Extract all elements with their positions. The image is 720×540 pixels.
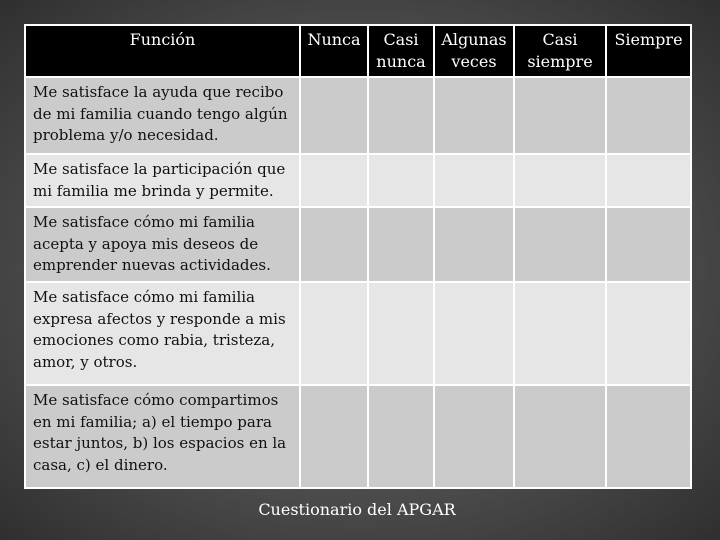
table-row: [25, 385, 691, 488]
question-cell: Me satisface la ayuda que recibo de mi familia cuando tengo algún problema y/o necesidad.: [25, 77, 300, 154]
answer-cell-casi-siempre[interactable]: [514, 385, 606, 488]
answer-cell-nunca[interactable]: [300, 282, 368, 385]
answer-cell-casi-nunca[interactable]: [368, 385, 434, 488]
answer-cell-casi-nunca[interactable]: [368, 77, 434, 154]
answer-cell-siempre[interactable]: [606, 154, 691, 207]
header-siempre: Siempre: [606, 25, 691, 77]
answer-cell-algunas-veces[interactable]: [434, 207, 514, 282]
header-algunas-veces: Algunas veces: [434, 25, 514, 77]
answer-cell-nunca[interactable]: [300, 154, 368, 207]
answer-cell-algunas-veces[interactable]: [434, 154, 514, 207]
answer-cell-algunas-veces[interactable]: [434, 77, 514, 154]
table-row: [25, 207, 691, 282]
answer-cell-casi-nunca[interactable]: [368, 207, 434, 282]
header-casi-nunca: Casi nunca: [368, 25, 434, 77]
answer-cell-nunca[interactable]: [300, 385, 368, 488]
header-casi-siempre: Casi siempre: [514, 25, 606, 77]
question-cell: Me satisface la participación que mi familia me brinda y permite.: [25, 154, 300, 207]
answer-cell-casi-siempre[interactable]: [514, 77, 606, 154]
answer-cell-casi-siempre[interactable]: [514, 207, 606, 282]
answer-cell-siempre[interactable]: [606, 385, 691, 488]
answer-cell-casi-siempre[interactable]: [514, 282, 606, 385]
question-cell: Me satisface cómo compartimos en mi familia; a) el tiempo para estar juntos, b) los espacios en la casa, c) el dinero.: [25, 385, 300, 488]
answer-cell-nunca[interactable]: [300, 207, 368, 282]
header-nunca: Nunca: [300, 25, 368, 77]
header-row: [25, 25, 691, 77]
header-funcion: Función: [25, 25, 300, 77]
question-cell: Me satisface cómo mi familia acepta y apoya mis deseos de emprender nuevas actividades.: [25, 207, 300, 282]
slide-caption: Cuestionario del APGAR: [258, 500, 456, 519]
answer-cell-casi-nunca[interactable]: [368, 154, 434, 207]
apgar-table: [24, 24, 692, 489]
answer-cell-siempre[interactable]: [606, 77, 691, 154]
answer-cell-siempre[interactable]: [606, 207, 691, 282]
table-row: [25, 282, 691, 385]
answer-cell-algunas-veces[interactable]: [434, 385, 514, 488]
table-row: [25, 154, 691, 207]
answer-cell-casi-siempre[interactable]: [514, 154, 606, 207]
answer-cell-nunca[interactable]: [300, 77, 368, 154]
table-row: [25, 77, 691, 154]
answer-cell-algunas-veces[interactable]: [434, 282, 514, 385]
answer-cell-siempre[interactable]: [606, 282, 691, 385]
question-cell: Me satisface cómo mi familia expresa afectos y responde a mis emociones como rabia, tristeza, amor, y otros.: [25, 282, 300, 385]
answer-cell-casi-nunca[interactable]: [368, 282, 434, 385]
